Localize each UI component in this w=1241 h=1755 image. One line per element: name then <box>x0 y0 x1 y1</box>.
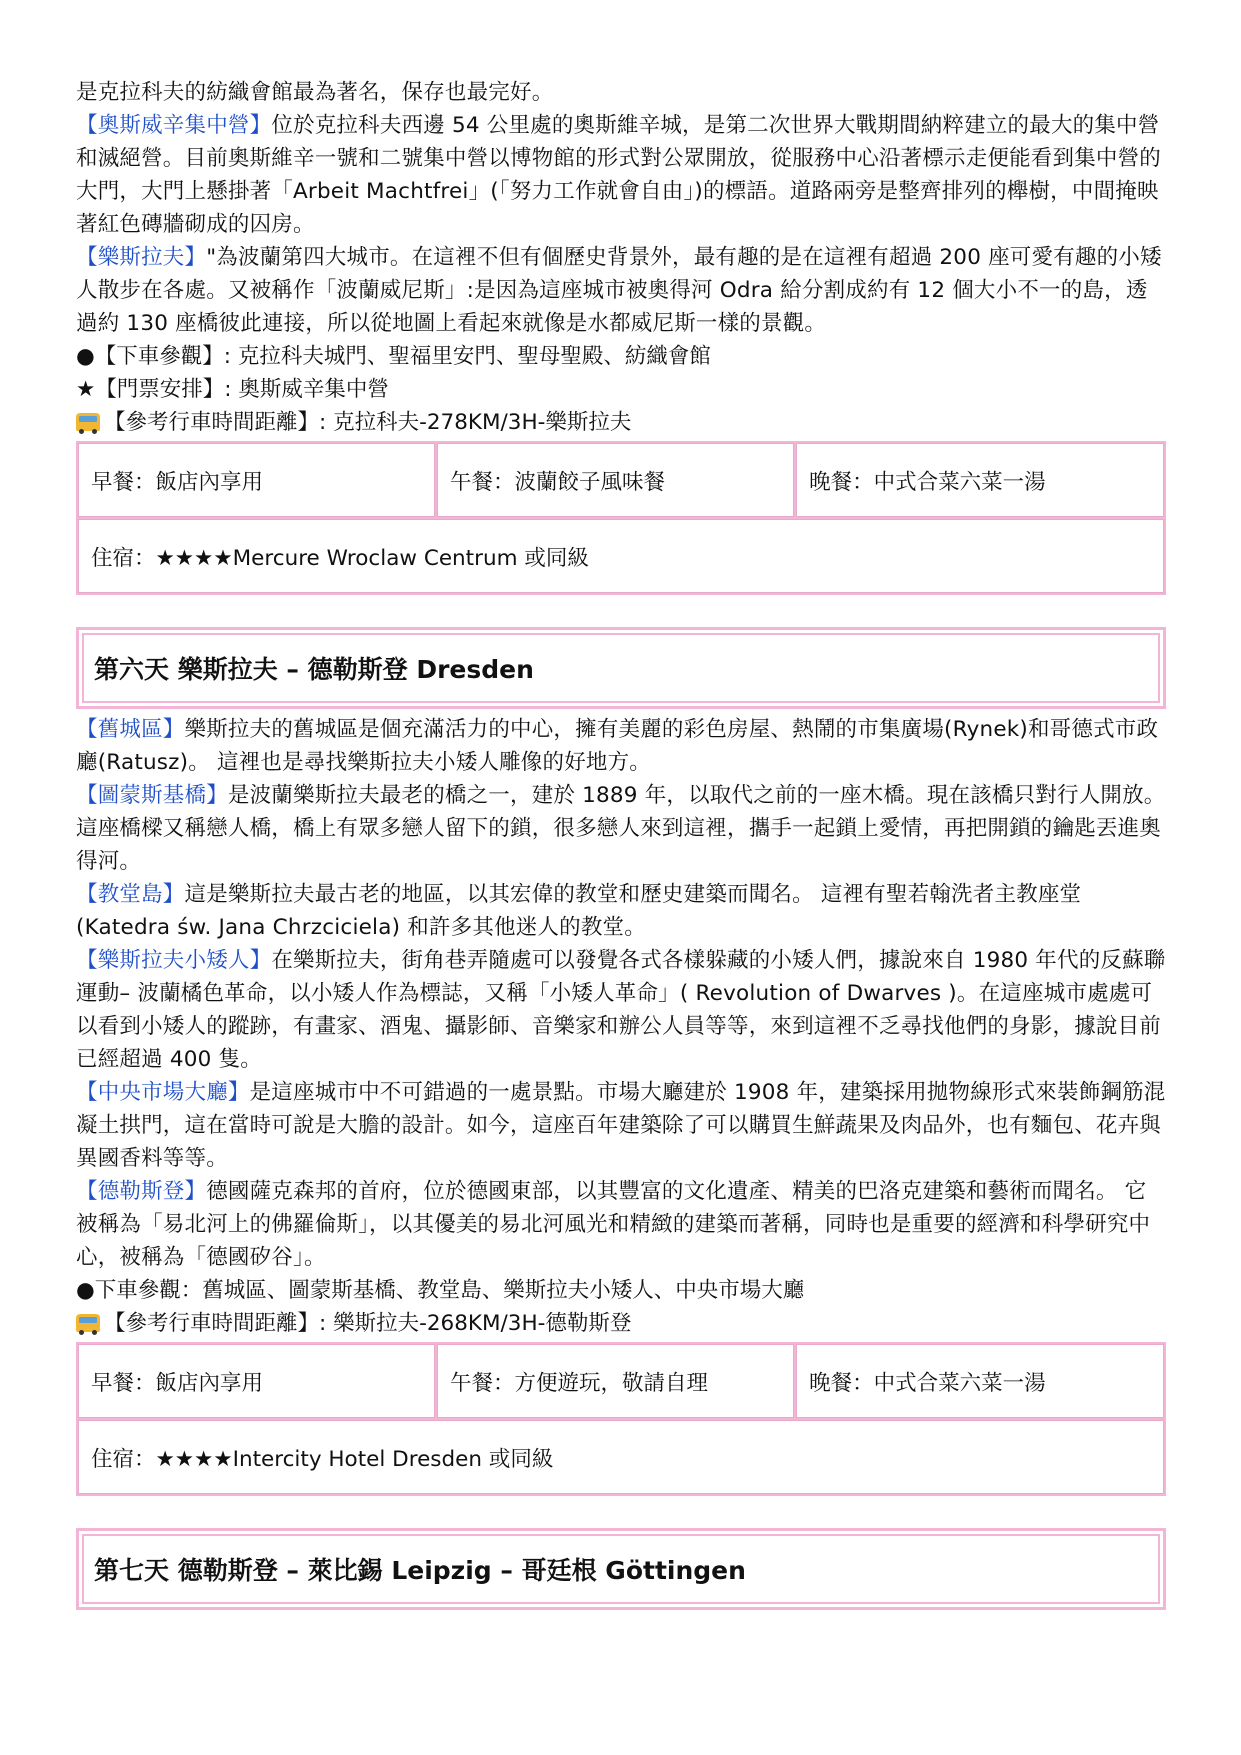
attraction-market-hall <box>76 1076 1166 1175</box>
day-title: 第七天 德勒斯登 – 萊比錫 Leipzig – 哥廷根 Göttingen <box>82 1534 1160 1604</box>
dinner-cell: 晚餐：中式合菜六菜一湯 <box>796 1344 1164 1418</box>
attraction-dresden <box>76 1175 1166 1274</box>
drive-text: 【參考行車時間距離】: 樂斯拉夫-268KM/3H-德勒斯登 <box>104 1311 632 1336</box>
itinerary-page <box>76 76 1166 1610</box>
attraction-tag: 【圖蒙斯基橋】 <box>76 783 228 808</box>
attraction-tag: 【德勒斯登】 <box>76 1179 207 1204</box>
attraction-old-town <box>76 713 1166 779</box>
attraction-tag: 【中央市場大廳】 <box>76 1080 250 1105</box>
attraction-text: 德國薩克森邦的首府，位於德國東部，以其豐富的文化遺產、精美的巴洛克建築和藝術而聞名。 它被稱為「易北河上的佛羅倫斯」，以其優美的易北河風光和精緻的建築而著稱，同時也是重要的經濟和科學研究中心，被稱為「德國矽谷」。 <box>76 1179 1151 1270</box>
attraction-tag: 【奧斯威辛集中營】 <box>76 113 272 138</box>
attraction-text: 這是樂斯拉夫最古老的地區，以其宏偉的教堂和歷史建築而聞名。 這裡有聖若翰洗者主教座堂(Katedra św. Jana Chrzciciela) 和許多其他迷人的教堂。 <box>76 882 1082 940</box>
attraction-tag: 【樂斯拉夫小矮人】 <box>76 948 272 973</box>
lunch-cell: 午餐：波蘭餃子風味餐 <box>437 443 794 517</box>
day6-body <box>76 713 1166 1496</box>
bus-icon <box>76 1314 100 1332</box>
hotel-cell: 住宿：★★★★Intercity Hotel Dresden 或同級 <box>78 1420 1164 1494</box>
attraction-wroclaw <box>76 241 1166 340</box>
intro-text: 是克拉科夫的紡織會館最為著名，保存也最完好。 <box>76 80 554 105</box>
attraction-tag: 【樂斯拉夫】 <box>76 245 207 270</box>
attraction-cathedral-island <box>76 878 1166 944</box>
attraction-auschwitz <box>76 109 1166 241</box>
attraction-tumski-bridge <box>76 779 1166 878</box>
tickets-line: ★【門票安排】: 奧斯威辛集中營 <box>76 377 389 402</box>
attraction-dwarves <box>76 944 1166 1076</box>
attraction-text: 樂斯拉夫的舊城區是個充滿活力的中心，擁有美麗的彩色房屋、熱鬧的市集廣場(Rynek)和哥德式市政廳(Ratusz)。 這裡也是尋找樂斯拉夫小矮人雕像的好地方。 <box>76 717 1159 775</box>
attraction-text: 在樂斯拉夫，街角巷弄隨處可以發覺各式各樣躲藏的小矮人們，據說來自 1980 年代的反蘇聯運動– 波蘭橘色革命，以小矮人作為標誌，又稱「小矮人革命」( Revolution of Dwarves )。在這座城市處處可以看到小矮人的蹤跡，有畫家、酒鬼、攝影師、音樂家和辦公人員等等，來到這裡不乏尋找他們的身影，據說目前已經超過 400 隻。 <box>76 948 1166 1072</box>
attraction-text: 是波蘭樂斯拉夫最老的橋之一，建於 1889 年，以取代之前的一座木橋。現在該橋只對行人開放。這座橋樑又稱戀人橋，橋上有眾多戀人留下的鎖，很多戀人來到這裡，攜手一起鎖上愛情，再把開鎖的鑰匙丟進奧得河。 <box>76 783 1166 874</box>
day-header <box>76 627 1166 709</box>
drive-line <box>76 406 1166 439</box>
attraction-text: 位於克拉科夫西邊 54 公里處的奧斯維辛城，是第二次世界大戰期間納粹建立的最大的集中營和滅絕營。目前奧斯維辛一號和二號集中營以博物館的形式對公眾開放，從服務中心沿著標示走便能看到集中營的大門，大門上懸掛著「Arbeit Machtfrei」(「努力工作就會自由」)的標語。道路兩旁是整齊排列的櫸樹，中間掩映著紅色磚牆砌成的囚房。 <box>76 113 1162 237</box>
dinner-cell: 晚餐：中式合菜六菜一湯 <box>796 443 1164 517</box>
bus-icon <box>76 413 100 431</box>
attraction-text: "為波蘭第四大城市。在這裡不但有個歷史背景外，最有趣的是在這裡有超過 200 座可愛有趣的小矮人散步在各處。又被稱作「波蘭威尼斯」:是因為這座城市被奧得河 Odra 給分割成約有 12 個大小不一的島，透過約 130 座橋彼此連接，所以從地圖上看起來就像是水都威尼斯一樣的景觀。 <box>76 245 1162 336</box>
attraction-tag: 【教堂島】 <box>76 882 185 907</box>
drive-text: 【參考行車時間距離】: 克拉科夫-278KM/3H-樂斯拉夫 <box>104 410 632 435</box>
breakfast-cell: 早餐：飯店內享用 <box>78 443 435 517</box>
drive-line <box>76 1307 1166 1340</box>
attraction-tag: 【舊城區】 <box>76 717 185 742</box>
day-header <box>76 1528 1166 1610</box>
stops-line: ●下車參觀：舊城區、圖蒙斯基橋、教堂島、樂斯拉夫小矮人、中央市場大廳 <box>76 1278 805 1303</box>
meal-table <box>76 441 1166 595</box>
hotel-cell: 住宿：★★★★Mercure Wroclaw Centrum 或同級 <box>78 519 1164 593</box>
meal-table <box>76 1342 1166 1496</box>
stops-line: ●【下車參觀】: 克拉科夫城門、聖福里安門、聖母聖殿、紡織會館 <box>76 344 711 369</box>
lunch-cell: 午餐：方便遊玩，敬請自理 <box>437 1344 794 1418</box>
breakfast-cell: 早餐：飯店內享用 <box>78 1344 435 1418</box>
day-title: 第六天 樂斯拉夫 – 德勒斯登 Dresden <box>82 633 1160 703</box>
attraction-text: 是這座城市中不可錯過的一處景點。市場大廳建於 1908 年，建築採用拋物線形式來裝飾鋼筋混凝土拱門，這在當時可說是大膽的設計。如今，這座百年建築除了可以購買生鮮蔬果及肉品外，也有麵包、花卉與異國香料等等。 <box>76 1080 1166 1171</box>
